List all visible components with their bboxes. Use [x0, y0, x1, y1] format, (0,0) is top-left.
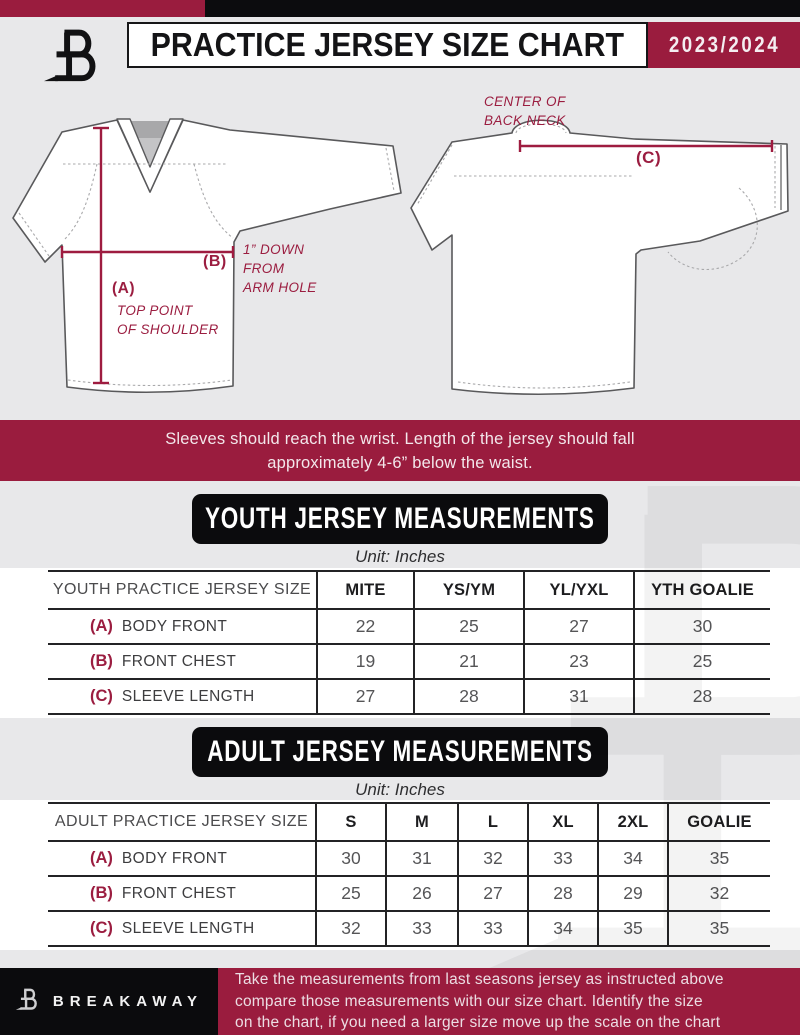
youth-value: 30	[633, 610, 770, 645]
youth-value: 23	[523, 645, 633, 680]
youth-value: 25	[413, 610, 523, 645]
footer-brand-block	[0, 968, 218, 1035]
footer-brand-name: BREAKAWAY	[52, 993, 204, 1010]
adult-row-label: (A) BODY FRONT	[48, 842, 315, 877]
adult-section-heading: ADULT JERSEY MEASUREMENTS	[192, 727, 608, 777]
adult-unit-label: Unit: Inches	[355, 780, 445, 799]
back-jersey-diagram	[411, 120, 788, 394]
adult-value: 33	[527, 842, 597, 877]
fit-note-line-1: Sleeves should reach the wrist. Length of the jersey should fall	[165, 429, 635, 448]
adult-col-header: S	[315, 804, 385, 842]
adult-row-label: (B) FRONT CHEST	[48, 877, 315, 912]
adult-col-header: M	[385, 804, 457, 842]
youth-value: 27	[316, 680, 413, 715]
youth-value: 19	[316, 645, 413, 680]
youth-value: 28	[633, 680, 770, 715]
label-c: (C)	[636, 148, 662, 167]
youth-value: 28	[413, 680, 523, 715]
adult-row-label: (C) SLEEVE LENGTH	[48, 912, 315, 947]
youth-value: 21	[413, 645, 523, 680]
youth-col-header: YTH GOALIE	[633, 572, 770, 610]
adult-col-header: XL	[527, 804, 597, 842]
adult-value: 30	[315, 842, 385, 877]
adult-value: 27	[457, 877, 527, 912]
season-badge	[648, 22, 800, 68]
page-title: PRACTICE JERSEY SIZE CHART	[150, 26, 625, 63]
adult-value: 33	[457, 912, 527, 947]
youth-section-heading: YOUTH JERSEY MEASUREMENTS	[192, 494, 608, 544]
adult-value: 34	[527, 912, 597, 947]
adult-col-header: L	[457, 804, 527, 842]
center-back-neck-caption: CENTER OF BACK NECK	[484, 94, 566, 128]
adult-value: 32	[457, 842, 527, 877]
adult-value: 31	[385, 842, 457, 877]
adult-value: 28	[527, 877, 597, 912]
adult-value: 29	[597, 877, 667, 912]
footer-instructions: Take the measurements from last seasons jersey as instructed above compare those measurements with our size chart. Identify the size on the chart, if you need a larger size move up the scale on the chart	[218, 968, 800, 1035]
page-title-box	[127, 22, 648, 68]
adult-value: 35	[667, 842, 770, 877]
youth-col-header: MITE	[316, 572, 413, 610]
adult-col-header: 2XL	[597, 804, 667, 842]
adult-size-label: ADULT PRACTICE JERSEY SIZE	[48, 804, 315, 842]
adult-value: 32	[315, 912, 385, 947]
youth-size-label: YOUTH PRACTICE JERSEY SIZE	[48, 572, 316, 610]
label-b: (B)	[203, 253, 227, 270]
adult-value: 25	[315, 877, 385, 912]
adult-value: 32	[667, 877, 770, 912]
youth-value: 25	[633, 645, 770, 680]
fit-note-line-2: approximately 4-6” below the waist.	[267, 453, 533, 472]
adult-value: 35	[597, 912, 667, 947]
adult-value: 34	[597, 842, 667, 877]
title-bar	[127, 22, 800, 68]
top-strip	[0, 0, 800, 17]
youth-size-table	[48, 570, 770, 715]
season-label: 2023/2024	[668, 32, 780, 57]
adult-value: 33	[385, 912, 457, 947]
youth-col-header: YL/YXL	[523, 572, 633, 610]
youth-value: 22	[316, 610, 413, 645]
adult-value: 35	[667, 912, 770, 947]
youth-unit-label: Unit: Inches	[355, 547, 445, 566]
youth-row-label: (C) SLEEVE LENGTH	[48, 680, 316, 715]
top-strip-accent	[0, 0, 205, 17]
youth-value: 31	[523, 680, 633, 715]
youth-row-label: (B) FRONT CHEST	[48, 645, 316, 680]
arm-hole-caption: 1” DOWN FROM ARM HOLE	[243, 242, 317, 295]
youth-value: 27	[523, 610, 633, 645]
youth-col-header: YS/YM	[413, 572, 523, 610]
top-point-caption: TOP POINT OF SHOULDER	[117, 303, 219, 337]
adult-size-table	[48, 802, 770, 947]
adult-value: 26	[385, 877, 457, 912]
youth-row-label: (A) BODY FRONT	[48, 610, 316, 645]
breakaway-logo-icon-small	[15, 987, 42, 1016]
adult-col-header: GOALIE	[667, 804, 770, 842]
label-a: (A)	[112, 280, 136, 297]
fit-note-banner	[0, 420, 800, 481]
footer	[0, 968, 800, 1035]
jersey-diagrams	[0, 100, 800, 420]
breakaway-logo-icon	[42, 27, 108, 95]
